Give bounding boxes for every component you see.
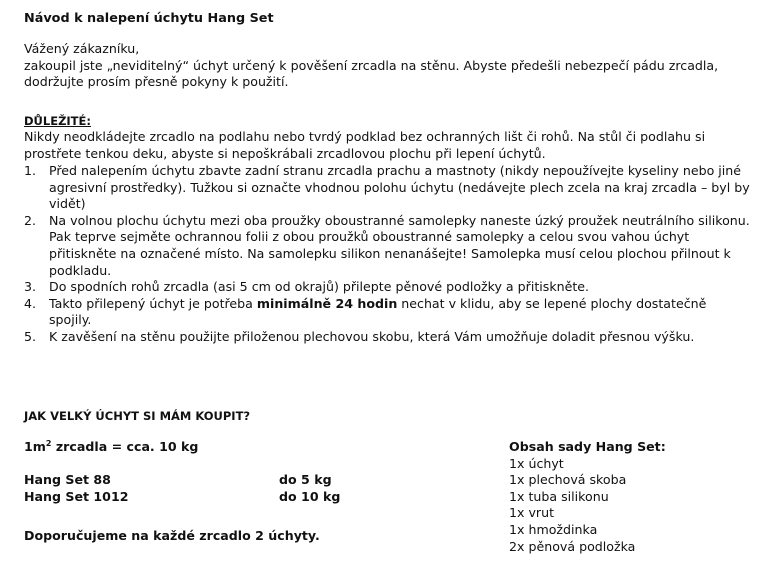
set-name: Hang Set 1012 bbox=[24, 488, 129, 504]
set-limit: do 5 kg bbox=[279, 472, 332, 487]
kit-contents bbox=[509, 439, 749, 555]
step-text-pre: Takto přilepený úchyt je potřeba bbox=[49, 295, 257, 311]
set-row bbox=[24, 472, 340, 489]
mirror-weight-line bbox=[24, 439, 198, 456]
step-item bbox=[24, 329, 752, 346]
step-number: 1. bbox=[24, 163, 37, 178]
recommendation: Doporučujeme na každé zrcadlo 2 úchyty. bbox=[24, 528, 320, 543]
salutation: Vážený zákazníku, bbox=[24, 41, 140, 56]
step-number: 3. bbox=[24, 279, 37, 295]
how-big-heading: JAK VELKÝ ÚCHYT SI MÁM KOUPIT? bbox=[24, 409, 251, 423]
kit-item: 2x pěnová podložka bbox=[509, 538, 636, 554]
mirror-weight-sup: 2 bbox=[45, 438, 52, 448]
step-text: Před nalepením úchytu zbavte zadní stranu zrcadla prachu a mastnoty (nikdy nepoužívejte kyseliny nebo jiné agresivní prostředky). Tužkou si označte vhodnou polohu úchytu (nedávejte plech zcela na kraj zrcadla – byl by vidět) bbox=[49, 163, 750, 212]
greeting-section bbox=[24, 41, 754, 91]
step-text bbox=[49, 296, 752, 329]
set-row bbox=[24, 489, 340, 506]
important-heading: DŮLEŽITÉ: bbox=[24, 114, 91, 128]
kit-item: 1x úchyt bbox=[509, 455, 564, 471]
step-number: 4. bbox=[24, 295, 37, 311]
mirror-weight-pre: 1m bbox=[24, 439, 46, 454]
step-item bbox=[24, 279, 752, 296]
step-text-post: nechat v klidu, aby se lepené plochy dostatečně spojily. bbox=[49, 295, 707, 328]
document-title: Návod k nalepení úchytu Hang Set bbox=[24, 11, 274, 26]
step-text-bold: minimálně 24 hodin bbox=[256, 295, 398, 311]
set-name: Hang Set 88 bbox=[24, 472, 111, 487]
kit-item: 1x tuba silikonu bbox=[509, 488, 609, 504]
steps-list bbox=[24, 163, 752, 346]
kit-heading: Obsah sady Hang Set: bbox=[509, 439, 666, 454]
step-text: Na volnou plochu úchytu mezi oba proužky oboustranné samolepky naneste úzký proužek neutrálního silikonu. Pak teprve sejměte ochrannou folii z obou proužků oboustranné samolepky a celou svou vahou úchyt přitiskněte na označené místo. Na samolepku silikon nenanášejte! Samolepka musí celou plochou přilnout k podkladu. bbox=[49, 212, 750, 278]
important-text: Nikdy neodkládejte zrcadlo na podlahu nebo tvrdý podklad bez ochranných lišt či rohů. Na stůl či podlahu si prostřete tenkou deku, abyste si nepoškrábali zrcadlovou plochu při lepení úchytů. bbox=[24, 129, 706, 161]
step-number: 2. bbox=[24, 212, 37, 228]
step-item bbox=[24, 296, 752, 329]
step-item bbox=[24, 163, 752, 213]
step-item bbox=[24, 213, 752, 279]
sets-table bbox=[24, 472, 340, 505]
kit-item: 1x plechová skoba bbox=[509, 472, 627, 488]
greeting-text: zakoupil jste „neviditelný“ úchyt určený k pověšení zrcadla na stěnu. Abyste předešli nebezpečí pádu zrcadla, dodržujte prosím přesně pokyny k použití. bbox=[24, 57, 719, 90]
kit-item: 1x vrut bbox=[509, 505, 555, 521]
step-text: Do spodních rohů zrcadla (asi 5 cm od okrajů) přilepte pěnové podložky a přitiskněte. bbox=[49, 279, 590, 295]
mirror-weight-post: zrcadla = cca. 10 kg bbox=[51, 439, 199, 454]
step-number: 5. bbox=[24, 328, 37, 344]
kit-item: 1x hmoždinka bbox=[509, 521, 598, 537]
set-limit: do 10 kg bbox=[279, 488, 341, 504]
step-text: K zavěšení na stěnu použijte přiloženou plechovou skobu, která Vám umožňuje doladit přesnou výšku. bbox=[49, 328, 695, 344]
